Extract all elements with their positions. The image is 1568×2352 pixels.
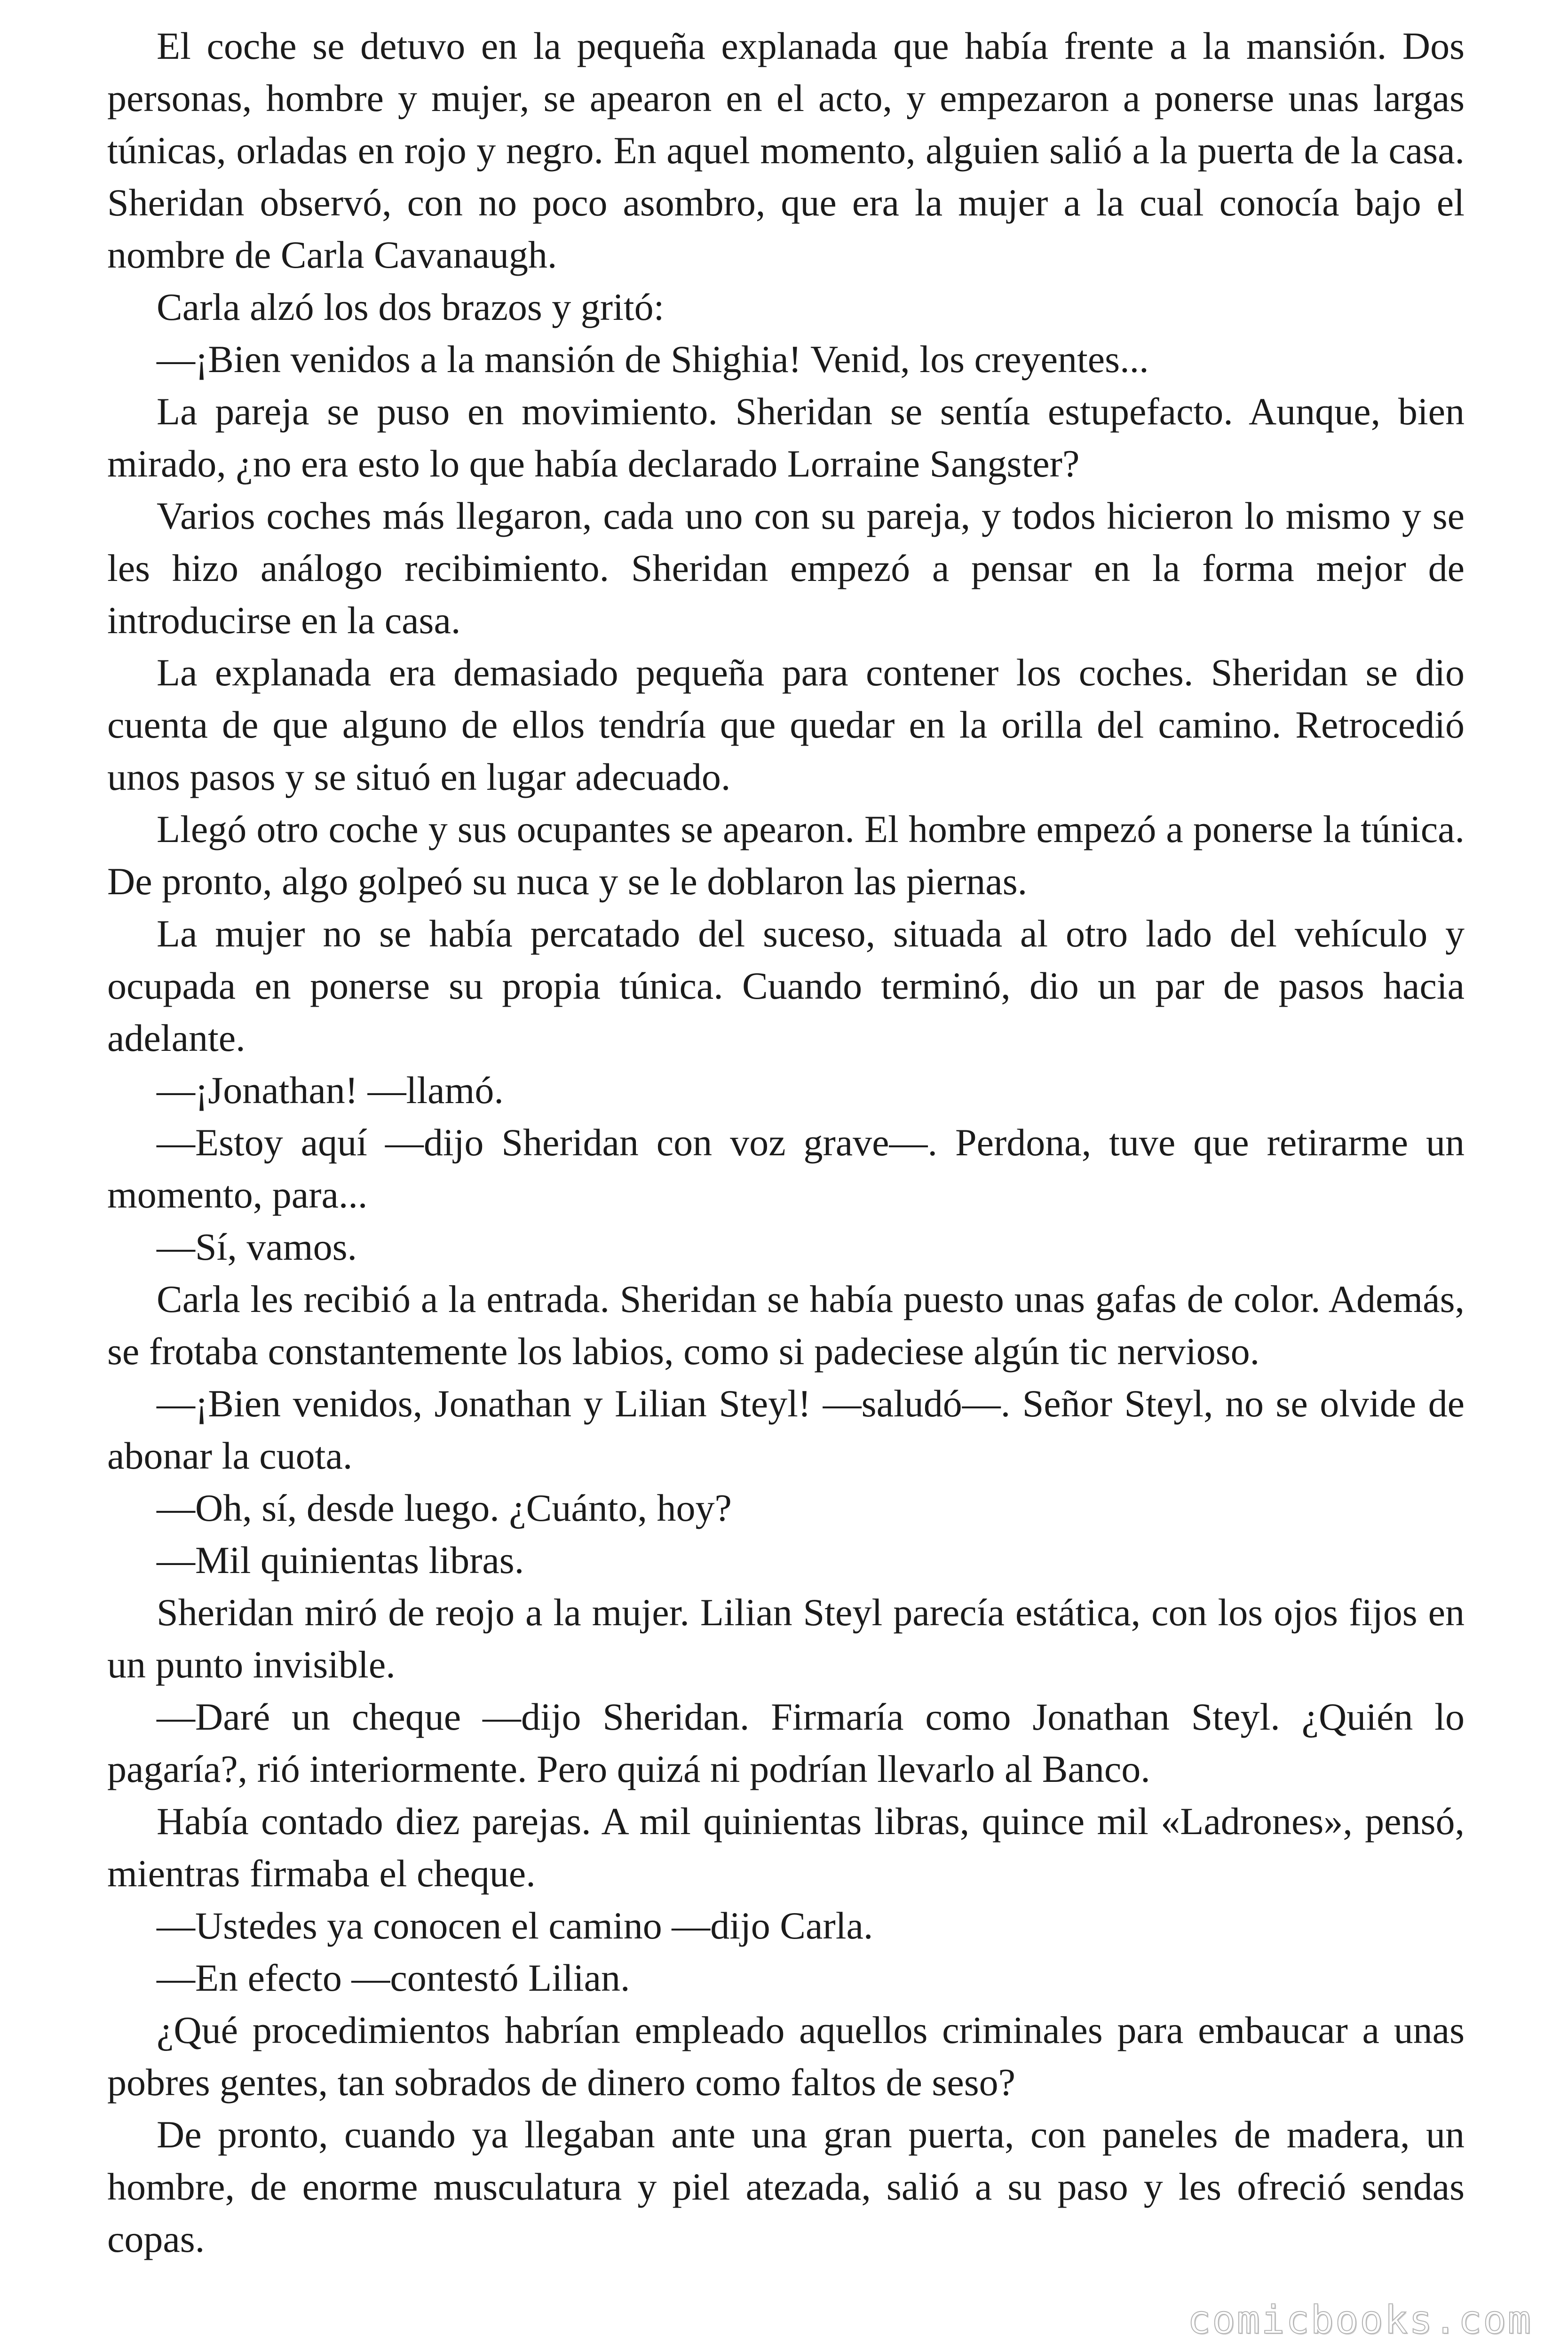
- paragraph: —Daré un cheque —dijo Sheridan. Firmaría como Jonathan Steyl. ¿Quién lo pagaría?, rió interiormente. Pero quizá ni podrían llevarlo al Banco.: [107, 1695, 1465, 1790]
- paragraph: —¡Bien venidos, Jonathan y Lilian Steyl! —saludó—. Señor Steyl, no se olvide de abonar la cuota.: [107, 1382, 1465, 1477]
- paragraph: Varios coches más llegaron, cada uno con su pareja, y todos hicieron lo mismo y se les hizo análogo recibimiento. Sheridan empezó a pensar en la forma mejor de introducirse en la casa.: [107, 494, 1465, 642]
- paragraph: Había contado diez parejas. A mil quinientas libras, quince mil «Ladrones», pensó, mientras firmaba el cheque.: [107, 1800, 1465, 1895]
- paragraph: La explanada era demasiado pequeña para contener los coches. Sheridan se dio cuenta de que alguno de ellos tendría que quedar en la orilla del camino. Retrocedió unos pasos y se situó en lugar adecuado.: [107, 651, 1465, 798]
- paragraph: De pronto, cuando ya llegaban ante una gran puerta, con paneles de madera, un hombre, de enorme musculatura y piel atezada, salió a su paso y les ofreció sendas copas.: [107, 2113, 1465, 2260]
- paragraph: Carla alzó los dos brazos y gritó:: [157, 286, 665, 328]
- paragraph: El coche se detuvo en la pequeña explanada que había frente a la mansión. Dos personas, hombre y mujer, se apearon en el acto, y empezaron a ponerse unas largas túnicas, orladas en rojo y negro. En aquel momento, alguien salió a la puerta de la casa. Sheridan observó, con no poco asombro, que era la mujer a la cual conocía bajo el nombre de Carla Cavanaugh.: [107, 24, 1465, 276]
- paragraph: Carla les recibió a la entrada. Sheridan se había puesto unas gafas de color. Además, se frotaba constantemente los labios, como si padeciese algún tic nervioso.: [107, 1278, 1465, 1373]
- paragraph: —Estoy aquí —dijo Sheridan con voz grave—. Perdona, tuve que retirarme un momento, para...: [107, 1121, 1465, 1216]
- page-text: [107, 20, 1465, 2265]
- paragraph: —¡Jonathan! —llamó.: [157, 1069, 504, 1112]
- paragraph: Llegó otro coche y sus ocupantes se apearon. El hombre empezó a ponerse la túnica. De pronto, algo golpeó su nuca y se le doblaron las piernas.: [107, 808, 1465, 903]
- paragraph: ¿Qué procedimientos habrían empleado aquellos criminales para embaucar a unas pobres gentes, tan sobrados de dinero como faltos de seso?: [107, 2009, 1465, 2104]
- paragraph: La mujer no se había percatado del suceso, situada al otro lado del vehículo y ocupada en ponerse su propia túnica. Cuando terminó, dio un par de pasos hacia adelante.: [107, 912, 1465, 1059]
- paragraph: —Sí, vamos.: [157, 1225, 357, 1268]
- paragraph: La pareja se puso en movimiento. Sheridan se sentía estupefacto. Aunque, bien mirado, ¿no era esto lo que había declarado Lorraine Sangster?: [107, 390, 1465, 485]
- watermark: comicbooks.com: [1187, 2298, 1532, 2343]
- paragraph: —¡Bien venidos a la mansión de Shighia! Venid, los creyentes...: [157, 338, 1149, 381]
- paragraph: Sheridan miró de reojo a la mujer. Lilian Steyl parecía estática, con los ojos fijos en un punto invisible.: [107, 1591, 1465, 1686]
- paragraph: —Mil quinientas libras.: [157, 1539, 524, 1581]
- paragraph: —Ustedes ya conocen el camino —dijo Carla.: [157, 1904, 873, 1947]
- paragraph: —Oh, sí, desde luego. ¿Cuánto, hoy?: [157, 1486, 732, 1529]
- paragraph: —En efecto —contestó Lilian.: [157, 1956, 630, 1999]
